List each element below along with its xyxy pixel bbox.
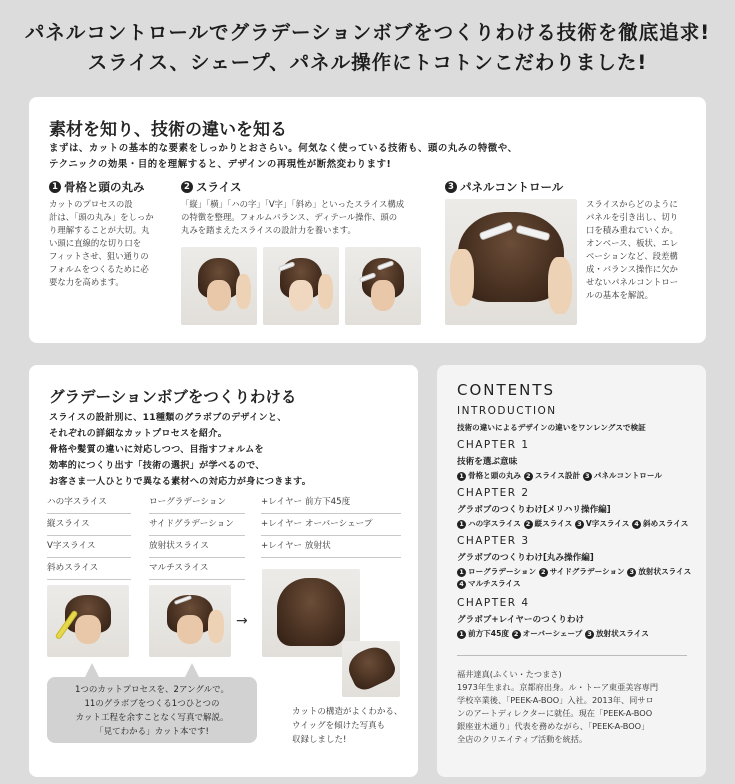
slice-photo-2 — [263, 247, 339, 325]
technique-item: +レイヤー 放射状 — [261, 536, 401, 558]
number-badge: 1 — [457, 568, 466, 577]
text-line: の特徴を整理。フォルムバランス、ディテール操作、頭の — [181, 212, 398, 222]
technique-item: 放射状スライス — [149, 536, 245, 558]
bob-design-title: グラデーションボブをつくりわける — [49, 388, 297, 406]
text-line: り理解することが大切。丸 — [49, 225, 150, 235]
speech-bubble-tail — [185, 663, 199, 677]
text-line: 学校卒業後、「PEEK-A-BOO」入社。2013年、同サロ — [457, 695, 654, 705]
technique-item: マルチスライス — [149, 558, 245, 580]
text-line: 骨格や髪質の違いに対応しつつ、目指すフォルムを — [49, 445, 264, 455]
section-1-heading — [49, 179, 145, 195]
number-badge: 2 — [539, 568, 548, 577]
number-badge: 3 — [575, 520, 584, 529]
text-line: 「縦」「横」「ハの字」「V字」「斜め」といったスライス構成 — [181, 199, 405, 209]
speech-bubble — [47, 677, 257, 743]
text-line: カット工程を余すことなく写真で解説。 — [75, 713, 229, 723]
cut-process-photo-1 — [47, 585, 129, 657]
section-3-heading — [445, 179, 563, 195]
technique-item: V字スライス — [47, 536, 131, 558]
number-badge: 4 — [632, 520, 641, 529]
text-line: カットの構造がよくわかる、 — [292, 707, 403, 717]
tilted-wig-photo — [342, 641, 400, 697]
chapter-4-items — [457, 628, 697, 640]
contents-item: 骨格と頭の丸み — [468, 471, 522, 480]
section-2-text — [181, 198, 431, 237]
text-line: 11のグラボブをつくる1つひとつの — [84, 699, 220, 709]
chapter-3-items — [457, 566, 697, 590]
technique-list-3 — [261, 492, 401, 558]
chapter-3-heading: CHAPTER 3 — [457, 535, 530, 547]
number-badge: 3 — [445, 181, 457, 193]
text-line: 収録しました! — [292, 735, 347, 745]
text-line: オンベース、板状、エレ — [586, 238, 678, 248]
text-line: お客さま一人ひとりで異なる素材への対応力が身につきます。 — [49, 477, 312, 487]
number-badge: 1 — [457, 630, 466, 639]
text-line: 「見てわかる」カット本です! — [95, 727, 209, 737]
chapter-1-items — [457, 470, 697, 482]
number-badge: 1 — [457, 472, 466, 481]
text-line: い頭に直線的な切り口を — [49, 238, 142, 248]
arrow-icon: → — [236, 613, 248, 629]
slice-photo-1 — [181, 247, 257, 325]
contents-item: 斜めスライス — [643, 519, 689, 528]
speech-bubble-tail — [85, 663, 99, 677]
technique-item: 斜めスライス — [47, 558, 131, 580]
bob-design-text — [49, 410, 409, 490]
chapter-1-heading: CHAPTER 1 — [457, 439, 530, 451]
number-badge: 4 — [457, 580, 466, 589]
contents-item: スライス設計 — [534, 471, 581, 480]
number-badge: 2 — [524, 472, 533, 481]
contents-title: CONTENTS — [457, 381, 556, 399]
text-line: 効率的につくり出す「技術の選択」が学べるので、 — [49, 461, 265, 471]
fundamentals-intro — [49, 141, 689, 173]
intro-subtitle: 技術の違いによるデザインの違いをワンレングスで検証 — [457, 423, 646, 432]
intro-line-2: テクニックの効果・目的を理解すると、デザインの再現性が断然変わります! — [49, 159, 392, 170]
cut-process-photo-2 — [149, 585, 231, 657]
text-line: 1つのカットプロセスを、2アングルで。 — [74, 685, 230, 695]
number-badge: 2 — [524, 520, 533, 529]
headline-line-1: パネルコントロールでグラデーションボブをつくりわける技術を徹底追求! — [24, 21, 711, 44]
chapter-3-subtitle: グラボブのつくりわけ[丸み操作編] — [457, 553, 594, 563]
section-1-text — [49, 198, 184, 289]
number-badge: 1 — [49, 181, 61, 193]
text-line: カットのプロセスの設 — [49, 199, 133, 209]
contents-item: V字スライス — [585, 519, 630, 528]
intro-heading: INTRODUCTION — [457, 405, 557, 417]
technique-list-1 — [47, 492, 131, 580]
technique-item: +レイヤー オーバーシェープ — [261, 514, 401, 536]
text-line: 要な力を高めます。 — [49, 277, 124, 287]
contents-item: 放射状スライス — [638, 567, 692, 576]
chapter-2-items — [457, 518, 697, 530]
divider — [457, 655, 687, 656]
number-badge: 2 — [512, 630, 521, 639]
section-3-title: パネルコントロール — [460, 180, 564, 194]
text-line: 1973年生まれ。京都府出身。ル・トーア東亜美容専門 — [457, 682, 659, 692]
text-line: フィットさせ、狙い通りの — [49, 251, 149, 261]
contents-item: 放射状スライス — [595, 629, 649, 638]
technique-item: サイドグラデーション — [149, 514, 245, 536]
intro-line-1: まずは、カットの基本的な要素をしっかりとおさらい。何気なく使っている技術も、頭の丸みの特徴や、 — [49, 143, 518, 154]
chapter-2-heading: CHAPTER 2 — [457, 487, 530, 499]
contents-item: ローグラデーション — [468, 567, 537, 576]
technique-list-2 — [149, 492, 245, 580]
contents-item: ハの字スライス — [468, 519, 521, 528]
chapter-1-subtitle: 技術を選ぶ意味 — [457, 457, 518, 467]
technique-item: ローグラデーション — [149, 492, 245, 514]
chapter-4-heading: CHAPTER 4 — [457, 597, 530, 609]
bob-design-card — [29, 365, 418, 777]
contents-item: オーバーシェープ — [522, 629, 583, 638]
number-badge: 3 — [585, 630, 594, 639]
text-line: ンのアートディレクターに就任。現在「PEEK-A-BOO — [457, 708, 653, 718]
text-line: ウイッグを傾けた写真も — [292, 721, 386, 731]
text-line: フォルムをつくるために必 — [49, 264, 149, 274]
technique-item: 縦スライス — [47, 514, 131, 536]
contents-item: 縦スライス — [534, 519, 573, 528]
text-line: それぞれの詳細なカットプロセスを紹介。 — [49, 429, 228, 439]
author-name: 福井達真(ふくい・たつまさ) — [457, 669, 562, 679]
text-line: 計は、「頭の丸み」をしっか — [49, 212, 154, 222]
number-badge: 3 — [627, 568, 636, 577]
text-line: 丸みを踏まえたスライスの設計力を養います。 — [181, 225, 356, 235]
number-badge: 3 — [583, 472, 592, 481]
chapter-2-subtitle: グラボブのつくりわけ[メリハリ操作編] — [457, 505, 611, 515]
technique-item: +レイヤー 前方下45度 — [261, 492, 401, 514]
text-line: スライスの設計別に、11種類のグラボブのデザインと、 — [49, 413, 287, 423]
contents-item: サイドグラデーション — [549, 567, 625, 576]
contents-card — [437, 365, 706, 777]
section-1-title: 骨格と頭の丸み — [64, 180, 145, 194]
headline — [0, 18, 735, 78]
section-3-text — [586, 198, 698, 302]
text-line: パネルを引き出し、切り — [586, 212, 679, 222]
text-line: 銀座並木通り」代表を務めながら、「PEEK-A-BOO」 — [457, 721, 650, 731]
author-bio — [457, 668, 692, 746]
number-badge: 2 — [181, 181, 193, 193]
slice-photo-3 — [345, 247, 421, 325]
fundamentals-title: 素材を知り、技術の違いを知る — [49, 120, 287, 140]
text-line: 全店のクリエイティブ活動を統括。 — [457, 734, 588, 744]
contents-item: パネルコントロール — [593, 471, 662, 480]
text-line: ベーションなど、段差構 — [586, 251, 678, 261]
technique-item: ハの字スライス — [47, 492, 131, 514]
contents-item: マルチスライス — [468, 579, 521, 588]
fundamentals-card — [29, 97, 706, 343]
chapter-4-subtitle: グラボブ+レイヤーのつくりわけ — [457, 615, 585, 625]
section-2-title: スライス — [196, 180, 242, 194]
number-badge: 1 — [457, 520, 466, 529]
panel-control-photo — [445, 199, 577, 325]
wig-caption — [292, 705, 402, 747]
text-line: せないパネルコントロー — [586, 277, 679, 287]
text-line: 口を積み重ねていくか。 — [586, 225, 678, 235]
text-line: スライスからどのように — [586, 199, 678, 209]
text-line: ルの基本を解説。 — [586, 290, 653, 300]
headline-line-2: スライス、シェープ、パネル操作にトコトンこだわりました! — [87, 51, 648, 74]
section-2-heading — [181, 179, 242, 195]
contents-item: 前方下45度 — [468, 629, 509, 638]
text-line: 成・バランス操作に欠か — [586, 264, 678, 274]
